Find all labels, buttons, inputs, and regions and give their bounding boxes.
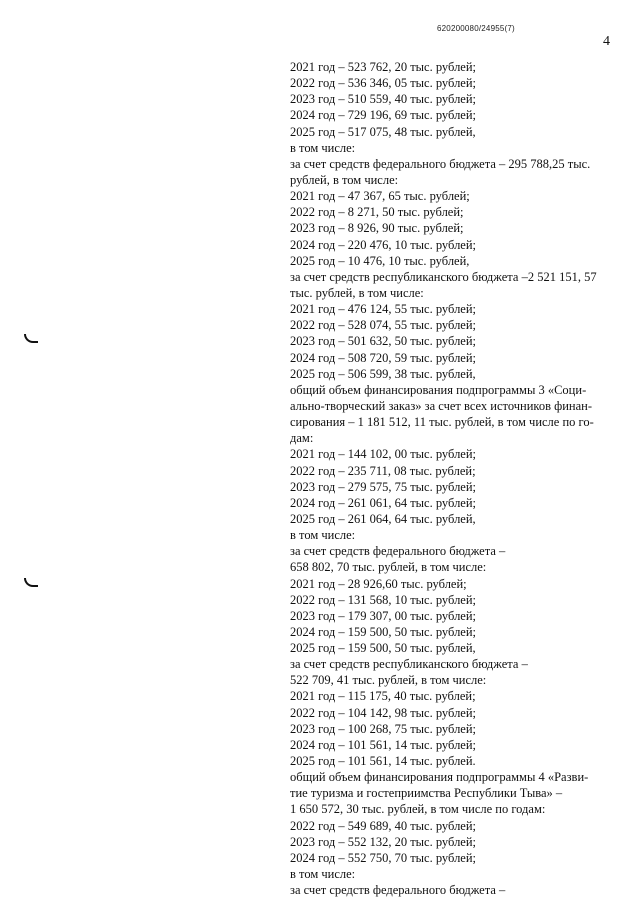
- text-line: 2023 год – 279 575, 75 тыс. рублей;: [290, 479, 477, 494]
- document-id: 620200080/24955(7): [437, 24, 515, 33]
- text-line: 1 650 572, 30 тыс. рублей, в том числе по годам:: [290, 802, 546, 817]
- document-body: [290, 59, 615, 898]
- text-line: 2023 год – 501 632, 50 тыс. рублей;: [290, 334, 477, 349]
- text-line: в том числе:: [290, 140, 356, 155]
- text-line: 2023 год – 179 307, 00 тыс. рублей;: [290, 608, 477, 623]
- text-line: 2025 год – 261 064, 64 тыс. рублей,: [290, 511, 476, 526]
- text-line: за счет средств республиканского бюджета –: [290, 657, 528, 672]
- text-line: сирования – 1 181 512, 11 тыс. рублей, в том числе по го-: [290, 415, 594, 430]
- page-number: 4: [603, 34, 610, 49]
- text-line: 2022 год – 235 711, 08 тыс. рублей;: [290, 463, 476, 478]
- text-line: 2022 год – 549 689, 40 тыс. рублей;: [290, 818, 477, 833]
- margin-mark-top: [24, 334, 38, 343]
- text-line: 2022 год – 104 142, 98 тыс. рублей;: [290, 705, 477, 720]
- text-line: 2025 год – 101 561, 14 тыс. рублей.: [290, 754, 476, 769]
- text-line: 2025 год – 10 476, 10 тыс. рублей,: [290, 253, 470, 268]
- text-line: 2022 год – 8 271, 50 тыс. рублей;: [290, 205, 464, 220]
- text-line: 2024 год – 552 750, 70 тыс. рублей;: [290, 850, 477, 865]
- text-line: 2021 год – 523 762, 20 тыс. рублей;: [290, 60, 477, 74]
- text-line: 2022 год – 536 346, 05 тыс. рублей;: [290, 76, 477, 91]
- text-line: 522 709, 41 тыс. рублей, в том числе:: [290, 673, 487, 688]
- text-line: 2025 год – 159 500, 50 тыс. рублей,: [290, 641, 476, 656]
- text-line: 2021 год – 28 926,60 тыс. рублей;: [290, 576, 467, 591]
- text-line: 2021 год – 47 367, 65 тыс. рублей;: [290, 189, 470, 204]
- text-line: за счет средств федерального бюджета – 295 788,25 тыс.: [290, 156, 591, 171]
- text-line: ально-творческий заказ» за счет всех источников финан-: [290, 398, 593, 413]
- text-line: за счет средств федерального бюджета –: [290, 544, 506, 559]
- text-line: 2024 год – 261 061, 64 тыс. рублей;: [290, 495, 477, 510]
- text-line: 2022 год – 528 074, 55 тыс. рублей;: [290, 318, 477, 333]
- text-line: 2024 год – 729 196, 69 тыс. рублей;: [290, 108, 477, 123]
- text-line: 2024 год – 159 500, 50 тыс. рублей;: [290, 624, 477, 639]
- text-line: в том числе:: [290, 867, 356, 882]
- text-line: в том числе:: [290, 528, 356, 543]
- text-line: 2024 год – 101 561, 14 тыс. рублей;: [290, 737, 477, 752]
- text-line: 2021 год – 144 102, 00 тыс. рублей;: [290, 447, 477, 462]
- text-line: 2021 год – 476 124, 55 тыс. рублей;: [290, 302, 477, 317]
- text-line: рублей, в том числе:: [290, 172, 399, 187]
- text-line: дам:: [290, 431, 314, 446]
- text-line: 2022 год – 131 568, 10 тыс. рублей;: [290, 592, 477, 607]
- text-line: 2024 год – 508 720, 59 тыс. рублей;: [290, 350, 477, 365]
- text-line: тие туризма и гостеприимства Республики Тыва» –: [290, 786, 563, 801]
- text-line: 658 802, 70 тыс. рублей, в том числе:: [290, 560, 487, 575]
- margin-mark-bottom: [24, 578, 38, 587]
- text-line: 2025 год – 506 599, 38 тыс. рублей,: [290, 366, 476, 381]
- text-line: 2021 год – 115 175, 40 тыс. рублей;: [290, 689, 476, 704]
- text-line: общий объем финансирования подпрограммы 4 «Разви-: [290, 770, 589, 785]
- text-line: за счет средств республиканского бюджета –2 521 151, 57: [290, 269, 597, 284]
- text-line: 2023 год – 8 926, 90 тыс. рублей;: [290, 221, 464, 236]
- text-line: тыс. рублей, в том числе:: [290, 285, 424, 300]
- text-line: 2023 год – 510 559, 40 тыс. рублей;: [290, 92, 477, 107]
- text-line: 2025 год – 517 075, 48 тыс. рублей,: [290, 124, 476, 139]
- text-line: 2023 год – 552 132, 20 тыс. рублей;: [290, 834, 477, 849]
- text-line: за счет средств федерального бюджета –: [290, 883, 506, 898]
- text-line: 2024 год – 220 476, 10 тыс. рублей;: [290, 237, 477, 252]
- text-line: 2023 год – 100 268, 75 тыс. рублей;: [290, 721, 477, 736]
- text-line: общий объем финансирования подпрограммы 3 «Соци-: [290, 382, 587, 397]
